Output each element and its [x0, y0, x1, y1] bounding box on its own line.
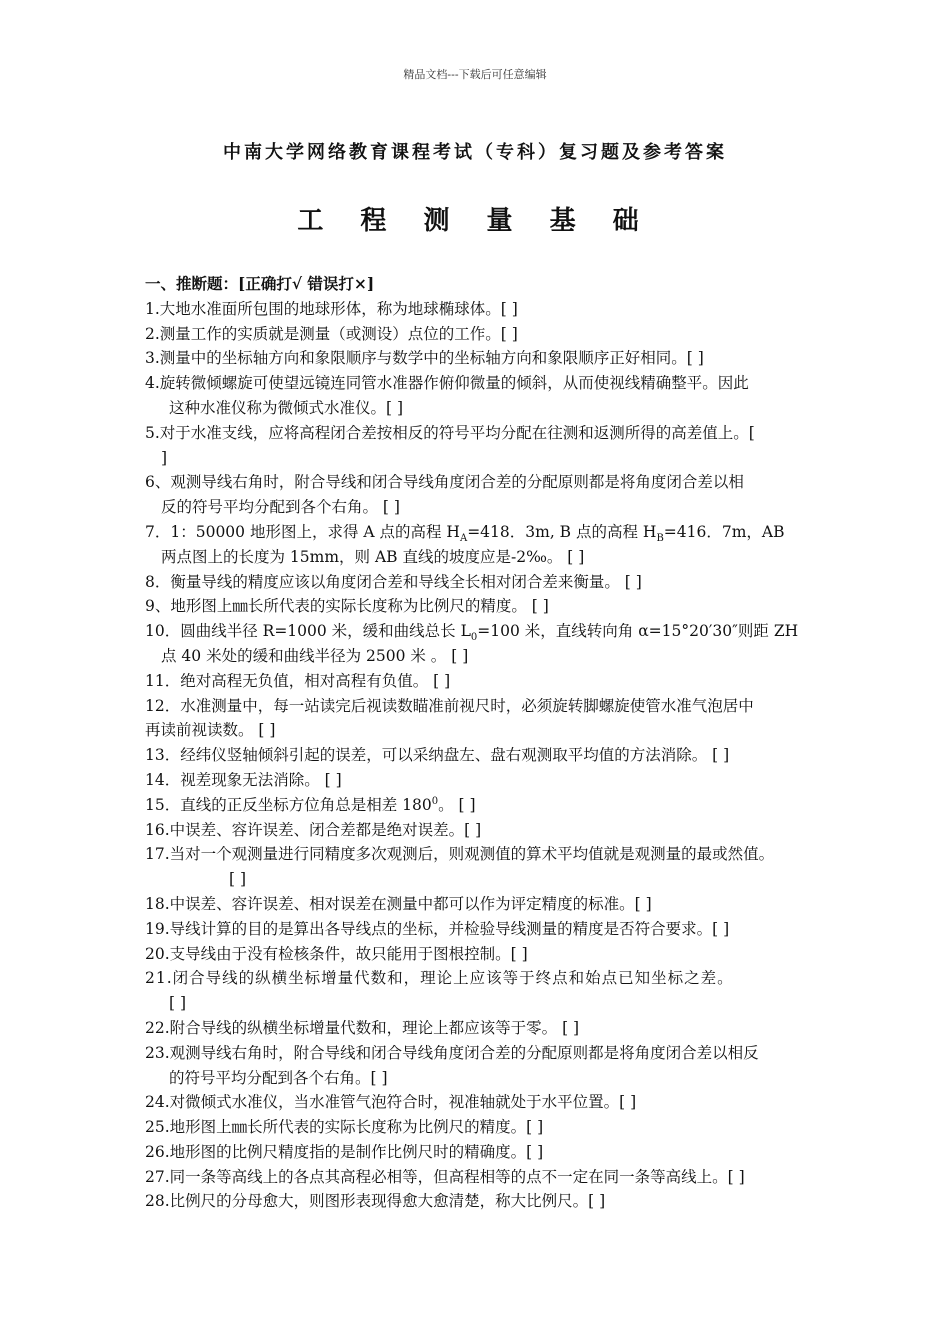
section-heading: 一、推断题：[正确打√ 错误打×] [145, 274, 375, 293]
question-26: 26.地形图的比例尺精度指的是制作比例尺时的精确度。[ ] [145, 1142, 544, 1161]
question-3: 3.测量中的坐标轴方向和象限顺序与数学中的坐标轴方向和象限顺序正好相同。[ ] [145, 349, 704, 368]
question-7 [145, 520, 825, 545]
question-17-continued: [ ] [229, 870, 247, 889]
subscript-b: B [656, 533, 664, 545]
subscript-0: 0 [470, 632, 478, 644]
question-7-continued: 两点图上的长度为 15mm，则 AB 直线的坡度应是-2‰。 [ ] [161, 547, 585, 566]
question-5-continued: ] [161, 448, 168, 467]
question-15 [145, 793, 825, 818]
question-23-continued: 的符号平均分配到各个右角。[ ] [169, 1068, 388, 1087]
page-header-note: 精品文档---下载后可任意编辑 [403, 68, 547, 81]
question-15-text-b: 。 [ ] [438, 795, 476, 814]
subscript-a: A [459, 533, 468, 545]
question-5: 5.对于水准支线，应将高程闭合差按相反的符号平均分配在往测和返测所得的高差值上。[ [145, 423, 755, 442]
question-4: 4.旋转微倾螺旋可使望远镜连同管水准器作俯仰微量的倾斜，从而使视线精确整平。因此 [145, 374, 749, 393]
question-4-continued: 这种水准仪称为微倾式水准仪。[ ] [169, 398, 404, 417]
question-6: 6、观测导线右角时，附合导线和闭合导线角度闭合差的分配原则都是将角度闭合差以相 [145, 473, 744, 492]
question-11: 11．绝对高程无负值，相对高程有负值。 [ ] [145, 671, 451, 690]
question-6-continued: 反的符号平均分配到各个右角。 [ ] [161, 498, 400, 517]
question-2: 2.测量工作的实质就是测量（或测设）点位的工作。[ ] [145, 324, 518, 343]
question-7-text-a: 7．1：50000 地形图上，求得 A 点的高程 H [145, 522, 460, 541]
question-10-text-b: =100 米，直线转向角 α=15°20′30″则距 ZH [477, 622, 799, 641]
question-9: 9、地形图上㎜长所代表的实际长度称为比例尺的精度。 [ ] [145, 597, 549, 616]
superscript-0: 0 [431, 795, 439, 807]
question-21: 21.闭合导线的纵横坐标增量代数和，理论上应该等于终点和始点已知坐标之差。 [145, 969, 734, 988]
question-17: 17.当对一个观测量进行同精度多次观测后，则观测值的算术平均值就是观测量的最或然值。 [145, 845, 775, 864]
question-10-text-a: 10．圆曲线半径 R=1000 米，缓和曲线总长 L [145, 622, 471, 641]
question-20: 20.支导线由于没有检核条件，故只能用于图根控制。[ ] [145, 944, 528, 963]
question-7-text-c: =416．7m，AB [663, 522, 785, 541]
question-8: 8．衡量导线的精度应该以角度闭合差和导线全长相对闭合差来衡量。 [ ] [145, 572, 642, 591]
question-22: 22.附合导线的纵横坐标增量代数和，理论上都应该等于零。 [ ] [145, 1018, 580, 1037]
question-27: 27.同一条等高线上的各点其高程必相等，但高程相等的点不一定在同一条等高线上。[ ] [145, 1167, 745, 1186]
question-12-continued: 再读前视读数。 [ ] [145, 721, 276, 740]
question-14: 14．视差现象无法消除。 [ ] [145, 770, 342, 789]
course-subject-title: 工 程 测 量 基 础 [297, 206, 653, 236]
question-13: 13．经纬仪竖轴倾斜引起的误差，可以采纳盘左、盘右观测取平均值的方法消除。 [ ] [145, 746, 730, 765]
question-10-continued: 点 40 米处的缓和曲线半径为 2500 米 。 [ ] [161, 646, 469, 665]
question-28: 28.比例尺的分母愈大，则图形表现得愈大愈清楚，称大比例尺。[ ] [145, 1192, 606, 1211]
question-list [145, 272, 825, 1214]
question-12: 12．水准测量中，每一站读完后视读数瞄准前视尺时，必须旋转脚螺旋使管水准气泡居中 [145, 696, 754, 715]
question-23: 23.观测导线右角时，附合导线和闭合导线角度闭合差的分配原则都是将角度闭合差以相反 [145, 1043, 759, 1062]
question-1: 1.大地水准面所包围的地球形体，称为地球椭球体。[ ] [145, 299, 518, 318]
document-title: 中南大学网络教育课程考试（专科）复习题及参考答案 [223, 142, 727, 163]
question-10 [145, 619, 825, 644]
question-15-text-a: 15．直线的正反坐标方位角总是相差 180 [145, 795, 432, 814]
question-18: 18.中误差、容许误差、相对误差在测量中都可以作为评定精度的标准。[ ] [145, 894, 652, 913]
question-24: 24.对微倾式水准仪，当水准管气泡符合时，视准轴就处于水平位置。[ ] [145, 1093, 637, 1112]
question-21-continued: [ ] [169, 994, 187, 1013]
question-19: 19.导线计算的目的是算出各导线点的坐标，并检验导线测量的精度是否符合要求。[ ] [145, 919, 730, 938]
question-16: 16.中误差、容许误差、闭合差都是绝对误差。[ ] [145, 820, 482, 839]
question-25: 25.地形图上㎜长所代表的实际长度称为比例尺的精度。[ ] [145, 1118, 544, 1137]
question-7-text-b: =418．3m, B 点的高程 H [467, 522, 657, 541]
